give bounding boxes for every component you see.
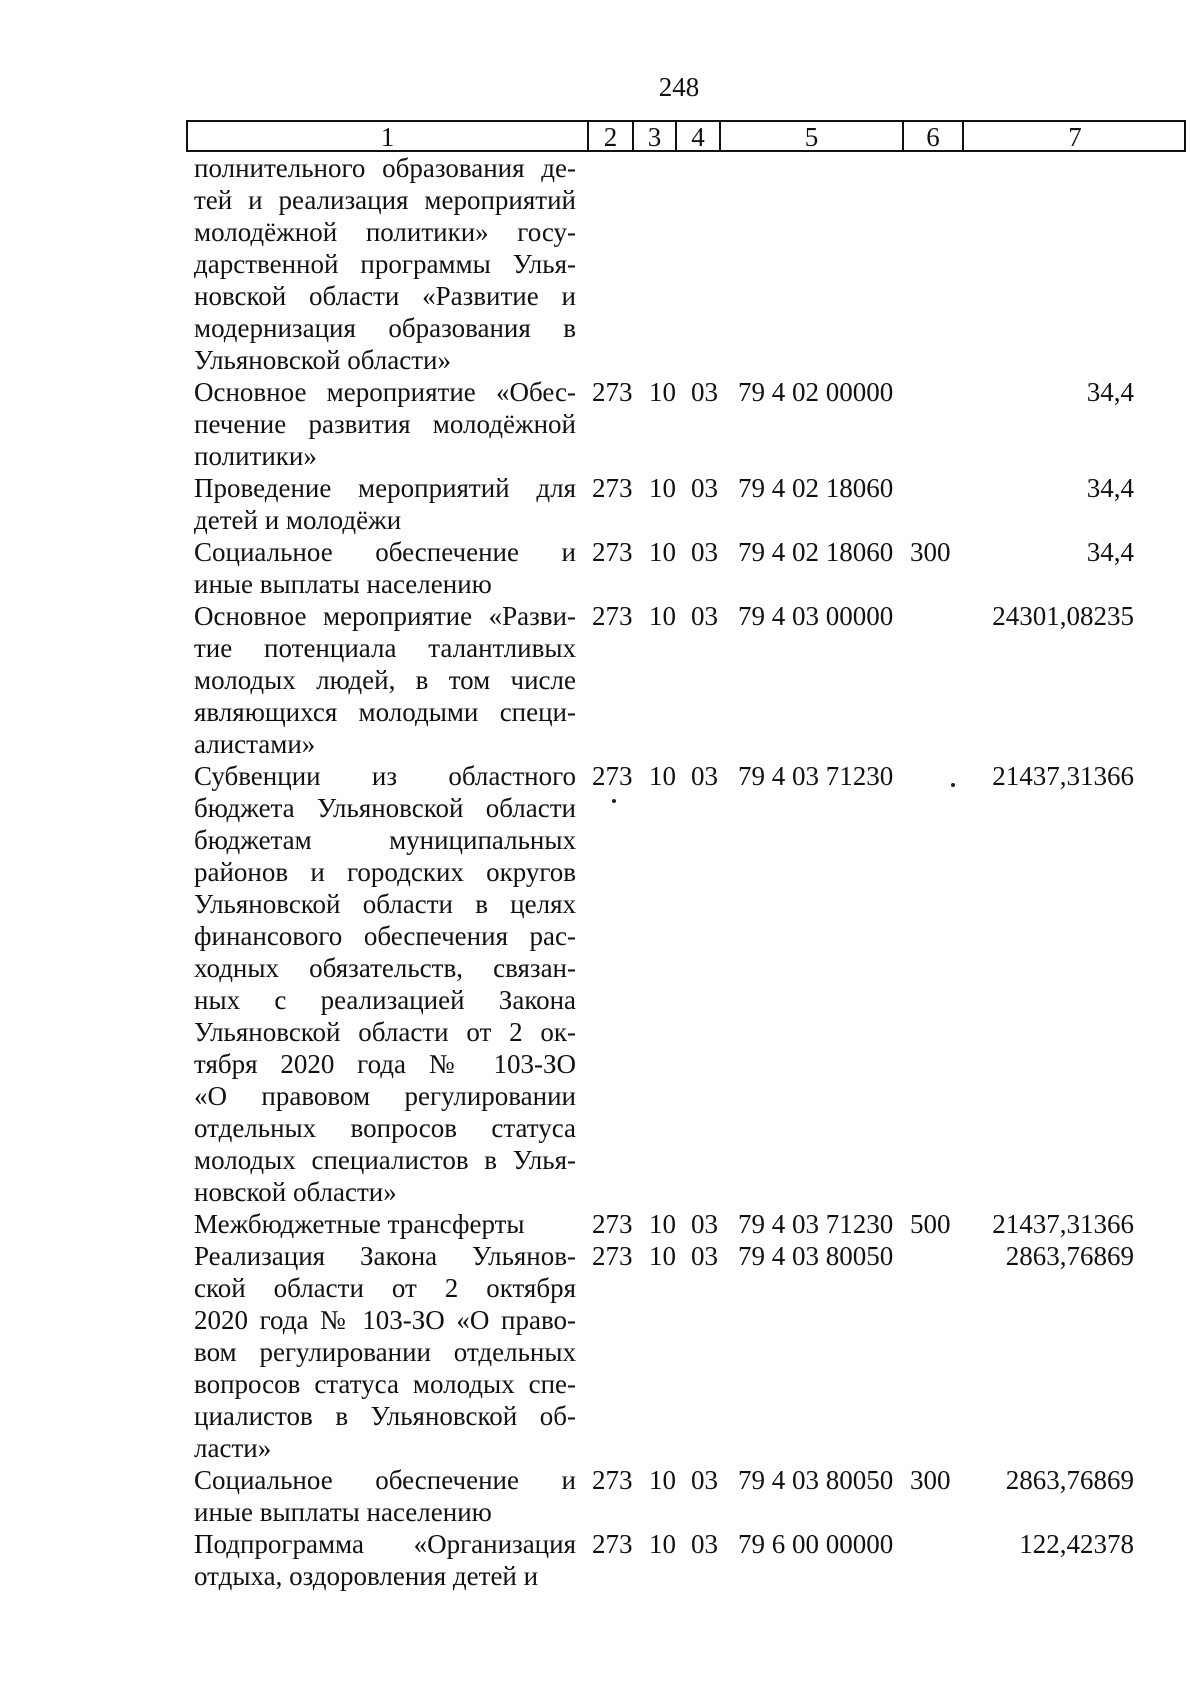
description-line: тей и реализация мероприятий: [194, 185, 576, 215]
description-line: иные выплаты населению: [194, 1497, 492, 1527]
description-line: Основное мероприятие «Обес-: [194, 377, 576, 407]
description-line: печение развития молодёжной: [194, 409, 576, 439]
target-article-code: 79 4 03 80050: [738, 1465, 894, 1495]
subsection-code: 03: [691, 761, 718, 791]
column-header-2: 2: [589, 122, 634, 150]
description-line: отдельных вопросов статуса: [194, 1113, 576, 1143]
description-line: циалистов в Ульяновской об-: [194, 1401, 576, 1431]
expense-type-code: 300: [910, 1465, 951, 1495]
column-header-7: 7: [1068, 122, 1082, 152]
amount: 24301,08235: [992, 601, 1134, 631]
description-line: иные выплаты населению: [194, 569, 492, 599]
expense-type-code: 300: [910, 537, 951, 567]
description-line: финансового обеспечения рас-: [194, 921, 576, 951]
description-line: Ульяновской области в целях: [194, 889, 576, 919]
description-line: Реализация Закона Ульянов-: [194, 1241, 576, 1271]
ministry-code: 273: [592, 537, 633, 567]
target-article-code: 79 4 03 71230: [738, 761, 894, 791]
section-code: 10: [649, 1465, 676, 1495]
expense-type-code: 500: [910, 1209, 951, 1239]
column-header-row: [186, 120, 1186, 152]
amount: 2863,76869: [1005, 1241, 1134, 1271]
target-article-code: 79 4 03 80050: [738, 1241, 894, 1271]
description-line: Ульяновской области»: [194, 345, 452, 375]
amount: 34,4: [1086, 377, 1134, 407]
description-line: вом регулировании отдельных: [194, 1337, 576, 1367]
description-line: районов и городских округов: [194, 857, 576, 887]
row-description: [194, 376, 576, 472]
description-line: «О правовом регулировании: [194, 1081, 576, 1111]
ministry-code: 273: [592, 601, 633, 631]
amount: 122,42378: [1019, 1529, 1134, 1559]
column-header-5: 5: [721, 122, 904, 150]
description-line: алистами»: [194, 729, 316, 759]
description-line: детей и молодёжи: [194, 505, 402, 535]
scan-speck: [612, 799, 616, 803]
description-line: Социальное обеспечение и: [194, 1465, 576, 1495]
column-header-3: 3: [634, 122, 677, 150]
description-line: бюджета Ульяновской области: [194, 793, 576, 823]
description-line: новской области «Развитие и: [194, 281, 576, 311]
description-line: Субвенции из областного: [194, 761, 576, 791]
ministry-code: 273: [592, 473, 633, 503]
description-line: новской области»: [194, 1177, 397, 1207]
description-line: тие потенциала талантливых: [194, 633, 576, 663]
table-row: [0, 472, 1200, 536]
ministry-code: 273: [592, 1241, 633, 1271]
section-code: 10: [649, 601, 676, 631]
table-row: [0, 1528, 1200, 1592]
section-code: 10: [649, 1529, 676, 1559]
description-line: Основное мероприятие «Разви-: [194, 601, 576, 631]
row-description: [194, 1240, 576, 1464]
row-description: [194, 760, 576, 1208]
table-row: [0, 152, 1200, 376]
description-line: дарственной программы Улья-: [194, 249, 576, 279]
column-header-1: 1: [188, 122, 589, 150]
row-description: [194, 1464, 576, 1528]
scan-speck: [951, 783, 955, 787]
description-line: бюджетам муниципальных: [194, 825, 576, 855]
description-line: 2020 года № 103-ЗО «О право-: [194, 1305, 576, 1335]
column-header-6: 6: [904, 122, 964, 150]
table-row: [0, 760, 1200, 1208]
column-header-4: 4: [677, 122, 721, 150]
description-line: тября 2020 года № 103-ЗО: [194, 1049, 576, 1079]
ministry-code: 273: [592, 761, 633, 791]
description-line: ской области от 2 октября: [194, 1273, 576, 1303]
description-line: молодёжной политики» госу-: [194, 217, 576, 247]
target-article-code: 79 6 00 00000: [738, 1529, 894, 1559]
description-line: модернизация образования в: [194, 313, 576, 343]
description-line: являющихся молодыми специ-: [194, 697, 576, 727]
table-row: [0, 376, 1200, 472]
description-line: молодых людей, в том числе: [194, 665, 576, 695]
subsection-code: 03: [691, 377, 718, 407]
description-line: отдыха, оздоровления детей и: [194, 1561, 539, 1591]
table-row: [0, 1240, 1200, 1464]
description-line: ных с реализацией Закона: [194, 985, 576, 1015]
section-code: 10: [649, 537, 676, 567]
description-line: Ульяновской области от 2 ок-: [194, 1017, 576, 1047]
description-line: Социальное обеспечение и: [194, 537, 576, 567]
target-article-code: 79 4 02 00000: [738, 377, 894, 407]
target-article-code: 79 4 02 18060: [738, 537, 894, 567]
table-row: [0, 1208, 1200, 1240]
description-line: молодых специалистов в Улья-: [194, 1145, 576, 1175]
row-description: [194, 1528, 576, 1592]
amount: 21437,31366: [992, 1209, 1134, 1239]
amount: 34,4: [1086, 473, 1134, 503]
amount: 2863,76869: [1005, 1465, 1134, 1495]
target-article-code: 79 4 03 71230: [738, 1209, 894, 1239]
ministry-code: 273: [592, 1465, 633, 1495]
table-row: [0, 1464, 1200, 1528]
table-row: [0, 600, 1200, 760]
page-number: 248: [658, 72, 700, 102]
amount: 21437,31366: [992, 761, 1134, 791]
section-code: 10: [649, 761, 676, 791]
description-line: политики»: [194, 441, 317, 471]
description-line: ласти»: [194, 1433, 272, 1463]
subsection-code: 03: [691, 1465, 718, 1495]
row-description: [194, 1208, 576, 1240]
subsection-code: 03: [691, 1241, 718, 1271]
subsection-code: 03: [691, 601, 718, 631]
row-description: [194, 472, 576, 536]
description-line: Проведение мероприятий для: [194, 473, 576, 503]
row-description: [194, 600, 576, 760]
row-description: [194, 536, 576, 600]
table-row: [0, 536, 1200, 600]
subsection-code: 03: [691, 537, 718, 567]
target-article-code: 79 4 02 18060: [738, 473, 894, 503]
description-line: ходных обязательств, связан-: [194, 953, 576, 983]
description-line: Межбюджетные трансферты: [194, 1209, 525, 1239]
subsection-code: 03: [691, 1209, 718, 1239]
section-code: 10: [649, 473, 676, 503]
target-article-code: 79 4 03 00000: [738, 601, 894, 631]
ministry-code: 273: [592, 377, 633, 407]
amount: 34,4: [1086, 537, 1134, 567]
description-line: полнительного образования де-: [194, 153, 576, 183]
section-code: 10: [649, 1241, 676, 1271]
ministry-code: 273: [592, 1529, 633, 1559]
subsection-code: 03: [691, 1529, 718, 1559]
section-code: 10: [649, 1209, 676, 1239]
description-line: вопросов статуса молодых спе-: [194, 1369, 576, 1399]
subsection-code: 03: [691, 473, 718, 503]
description-line: Подпрограмма «Организация: [194, 1529, 576, 1559]
row-description: [194, 152, 576, 376]
section-code: 10: [649, 377, 676, 407]
budget-table-body: [0, 152, 1200, 1592]
ministry-code: 273: [592, 1209, 633, 1239]
